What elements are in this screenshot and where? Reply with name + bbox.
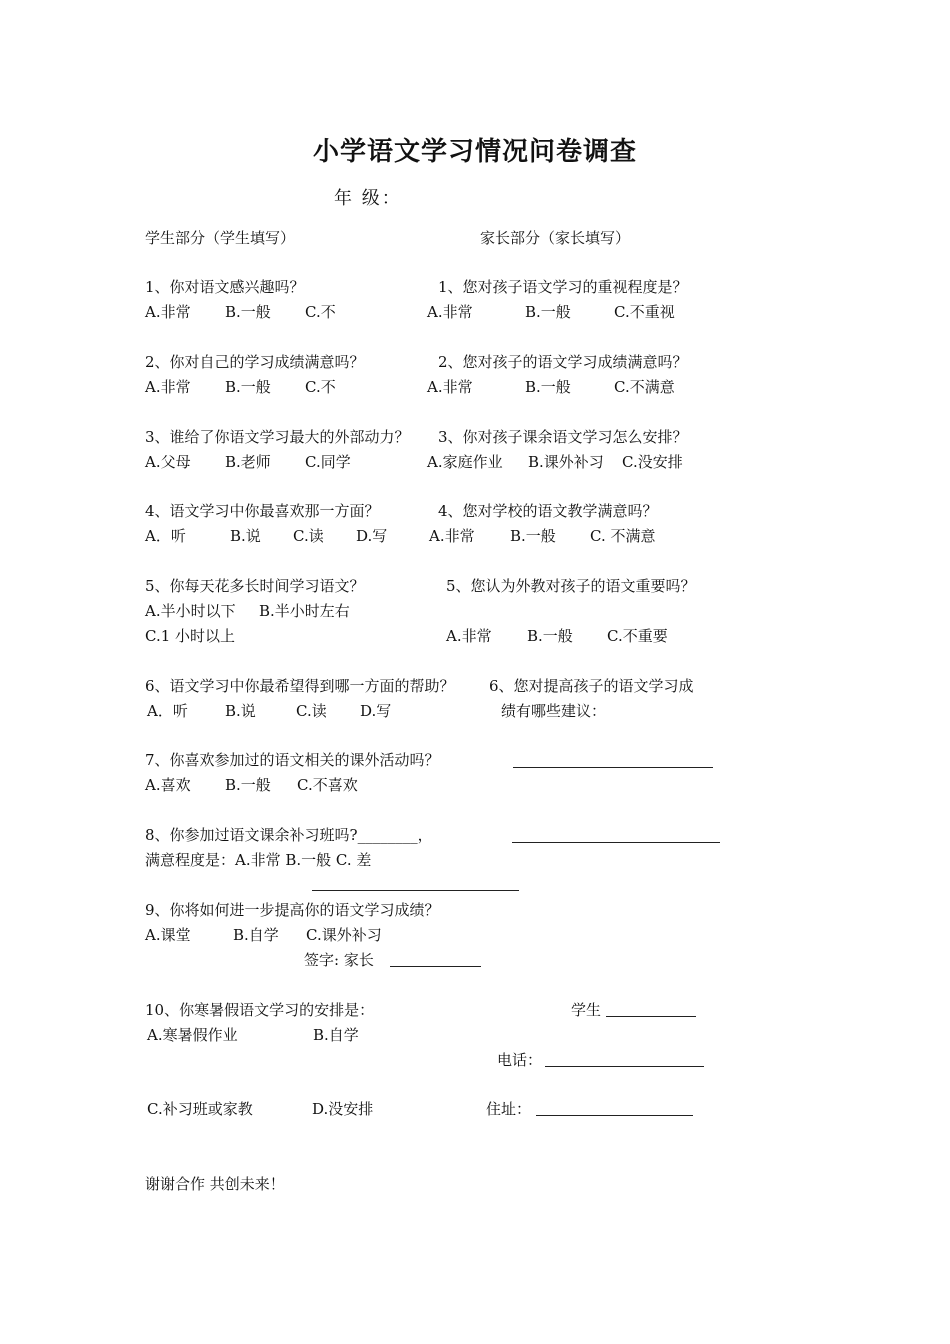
student-question-5: 5、你每天花多长时间学习语文？ [145, 577, 365, 595]
student-q4-option-a: A．听 [145, 527, 186, 545]
parent-signature-line[interactable] [390, 966, 481, 967]
parent-q1-option-b: B.一般 [525, 303, 571, 321]
student-q7-option-c: C.不喜欢 [297, 776, 358, 794]
phone-line[interactable] [545, 1066, 704, 1067]
student-q1-option-c: C.不 [305, 303, 336, 321]
student-question-1: 1、你对语文感兴趣吗？ [145, 278, 305, 296]
student-q1-option-b: B.一般 [225, 303, 271, 321]
student-q9-option-a: A.课堂 [145, 926, 191, 944]
student-section-header: 学生部分（学生填写） [145, 229, 296, 247]
student-q8-satisfaction: 满意程度是：A.非常 B.一般 C. 差 [145, 851, 372, 869]
student-question-9: 9、你将如何进一步提高你的语文学习成绩？ [145, 901, 440, 919]
parent-q2-option-c: C.不满意 [614, 378, 675, 396]
parent-question-6-line1: 6、您对提高孩子的语文学习成 [489, 677, 694, 695]
parent-question-2: 2、您对孩子的语文学习成绩满意吗？ [438, 353, 688, 371]
parent-q2-option-b: B.一般 [525, 378, 571, 396]
student-q10-option-c: C.补习班或家教 [147, 1100, 253, 1118]
student-question-8: 8、你参加过语文课余补习班吗?________， [145, 826, 433, 844]
student-q10-option-a: A.寒暑假作业 [147, 1026, 238, 1044]
parent-q3-option-b: B.课外补习 [528, 453, 604, 471]
parent-question-5: 5、您认为外教对孩子的语文重要吗？ [446, 577, 696, 595]
student-q1-option-a: A.非常 [145, 303, 191, 321]
student-question-6: 6、语文学习中你最希望得到哪一方面的帮助？ [145, 677, 455, 695]
parent-q4-option-c: C. 不满意 [590, 527, 656, 545]
parent-q1-option-a: A.非常 [427, 303, 473, 321]
student-question-4: 4、语文学习中你最喜欢那一方面？ [145, 502, 380, 520]
student-q4-option-b: B.说 [230, 527, 261, 545]
student-question-7: 7、你喜欢参加过的语文相关的课外活动吗？ [145, 751, 440, 769]
signature-label: 签字: 家长 [304, 951, 374, 969]
parent-q2-option-a: A.非常 [427, 378, 473, 396]
student-q3-option-c: C.同学 [305, 453, 351, 471]
parent-q4-option-a: A.非常 [429, 527, 475, 545]
student-q9-option-b: B.自学 [233, 926, 279, 944]
address-label: 住址： [486, 1100, 532, 1118]
student-signature-line[interactable] [606, 1016, 696, 1017]
parent-question-6-line2: 绩有哪些建议： [501, 702, 607, 720]
phone-label: 电话： [497, 1051, 543, 1069]
address-line[interactable] [536, 1115, 693, 1116]
student-q9-option-c: C.课外补习 [306, 926, 382, 944]
suggestion-line-1[interactable] [513, 767, 713, 768]
student-q5-option-a: A.半小时以下 [145, 602, 236, 620]
student-q5-option-c: C.1 小时以上 [145, 627, 236, 645]
parent-q5-option-c: C.不重要 [607, 627, 668, 645]
student-q2-option-b: B.一般 [225, 378, 271, 396]
student-q6-option-a: A．听 [147, 702, 188, 720]
document-title: 小学语文学习情况问卷调查 [312, 137, 637, 167]
parent-section-header: 家长部分（家长填写） [480, 229, 631, 247]
student-q3-option-a: A.父母 [145, 453, 191, 471]
suggestion-line-2[interactable] [512, 842, 720, 843]
parent-q5-option-b: B.一般 [527, 627, 573, 645]
student-question-3: 3、谁给了你语文学习最大的外部动力？ [145, 428, 410, 446]
student-question-10: 10、你寒暑假语文学习的安排是： [145, 1001, 375, 1019]
parent-question-1: 1、您对孩子语文学习的重视程度是？ [438, 278, 688, 296]
student-q4-option-c: C.读 [293, 527, 324, 545]
parent-q4-option-b: B.一般 [510, 527, 556, 545]
parent-q5-option-a: A.非常 [446, 627, 492, 645]
parent-q3-option-c: C.没安排 [622, 453, 683, 471]
student-q2-option-a: A.非常 [145, 378, 191, 396]
student-q6-option-d: D.写 [360, 702, 392, 720]
parent-question-4: 4、您对学校的语文教学满意吗？ [438, 502, 658, 520]
student-signature-label: 学生 [571, 1001, 602, 1019]
student-q10-option-d: D.没安排 [312, 1100, 374, 1118]
student-q4-option-d: D.写 [356, 527, 388, 545]
closing-text: 谢谢合作 共创未来！ [145, 1175, 285, 1193]
suggestion-line-3[interactable] [312, 890, 519, 891]
student-q7-option-a: A.喜欢 [145, 776, 191, 794]
student-q7-option-b: B.一般 [225, 776, 271, 794]
student-q6-option-b: B.说 [225, 702, 256, 720]
student-q3-option-b: B.老师 [225, 453, 271, 471]
student-q10-option-b: B.自学 [313, 1026, 359, 1044]
student-question-2: 2、你对自己的学习成绩满意吗？ [145, 353, 365, 371]
student-q6-option-c: C.读 [296, 702, 327, 720]
grade-label: 年 级： [334, 188, 402, 209]
parent-question-3: 3、你对孩子课余语文学习怎么安排？ [438, 428, 688, 446]
parent-q1-option-c: C.不重视 [614, 303, 675, 321]
student-q2-option-c: C.不 [305, 378, 336, 396]
parent-q3-option-a: A.家庭作业 [427, 453, 503, 471]
student-q5-option-b: B.半小时左右 [259, 602, 350, 620]
